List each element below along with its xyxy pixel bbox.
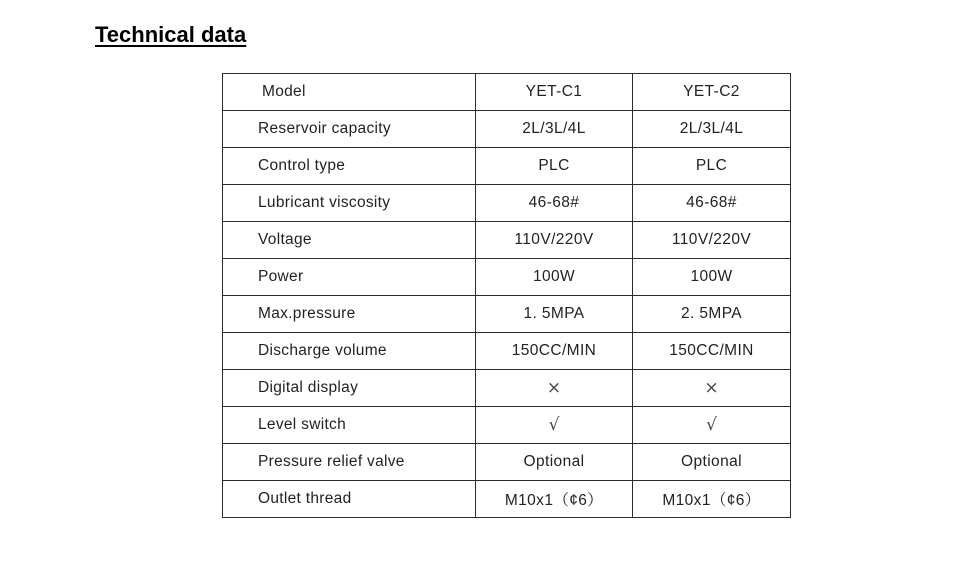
cross-icon: × — [476, 370, 633, 407]
technical-data-table — [222, 73, 791, 518]
table-row — [223, 296, 791, 333]
cell-yet-c2: PLC — [633, 148, 791, 185]
checkmark-icon: √ — [476, 407, 633, 444]
cell-yet-c2: 2. 5MPA — [633, 296, 791, 333]
page-title: Technical data — [95, 22, 247, 47]
cell-yet-c2: 46-68# — [633, 185, 791, 222]
cell-yet-c2: M10x1（¢6） — [633, 481, 791, 518]
cell-yet-c2: Optional — [633, 444, 791, 481]
cell-yet-c2: 110V/220V — [633, 222, 791, 259]
row-label: Level switch — [223, 407, 476, 444]
row-label: Control type — [223, 148, 476, 185]
cell-yet-c1: 100W — [476, 259, 633, 296]
row-label: Max.pressure — [223, 296, 476, 333]
table-row — [223, 370, 791, 407]
row-label: Reservoir capacity — [223, 111, 476, 148]
table-row — [223, 333, 791, 370]
row-label: Voltage — [223, 222, 476, 259]
table-row — [223, 481, 791, 518]
cross-icon: × — [633, 370, 791, 407]
header-model: Model — [223, 74, 476, 111]
row-label: Power — [223, 259, 476, 296]
cell-yet-c1: 1. 5MPA — [476, 296, 633, 333]
table-row — [223, 185, 791, 222]
table-row — [223, 111, 791, 148]
header-yet-c1: YET-C1 — [476, 74, 633, 111]
row-label: Outlet thread — [223, 481, 476, 518]
cell-yet-c1: 46-68# — [476, 185, 633, 222]
table-row — [223, 259, 791, 296]
table-row — [223, 407, 791, 444]
checkmark-icon: √ — [633, 407, 791, 444]
row-label: Discharge volume — [223, 333, 476, 370]
cell-yet-c2: 2L/3L/4L — [633, 111, 791, 148]
table-row — [223, 222, 791, 259]
cell-yet-c2: 100W — [633, 259, 791, 296]
table-row — [223, 444, 791, 481]
row-label: Digital display — [223, 370, 476, 407]
cell-yet-c1: Optional — [476, 444, 633, 481]
row-label: Lubricant viscosity — [223, 185, 476, 222]
row-label: Pressure relief valve — [223, 444, 476, 481]
cell-yet-c1: 110V/220V — [476, 222, 633, 259]
table-header-row — [223, 74, 791, 111]
cell-yet-c2: 150CC/MIN — [633, 333, 791, 370]
header-yet-c2: YET-C2 — [633, 74, 791, 111]
cell-yet-c1: 150CC/MIN — [476, 333, 633, 370]
cell-yet-c1: 2L/3L/4L — [476, 111, 633, 148]
cell-yet-c1: M10x1（¢6） — [476, 481, 633, 518]
table-row — [223, 148, 791, 185]
cell-yet-c1: PLC — [476, 148, 633, 185]
